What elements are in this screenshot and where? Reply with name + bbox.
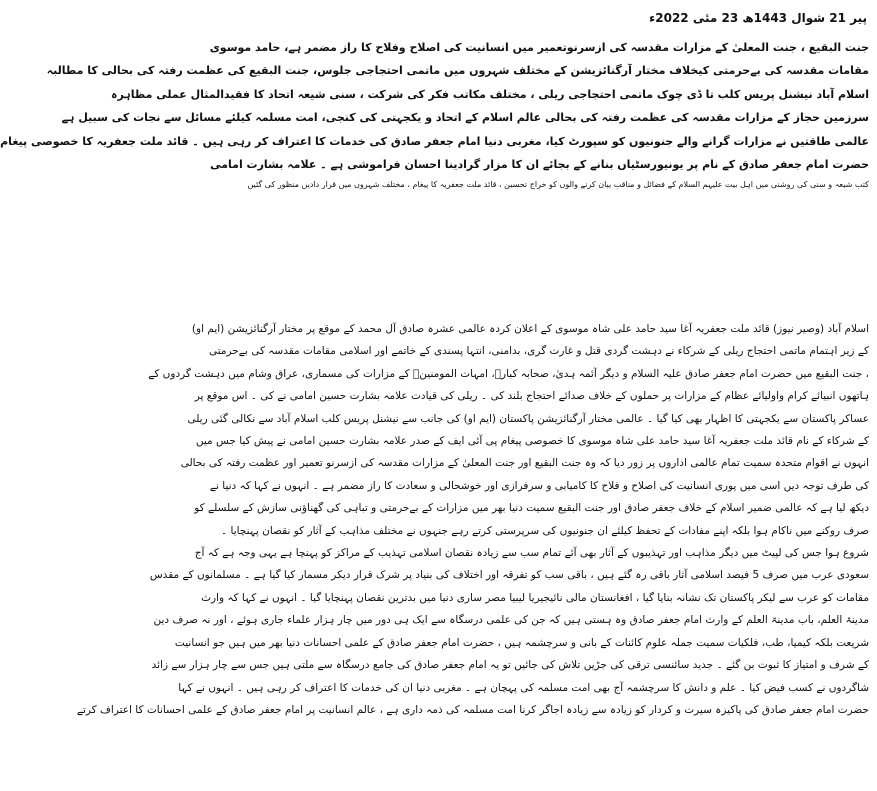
article-line: کے زیر اہتمام ماتمی احتجاج ریلی کے شرکاء نے دہشت گردی قتل و غارت گری، بدامنی، انتہا پسندی کے خاتمے اور اسلامی مقامات مقدسہ کی بےحرمتی [208, 345, 869, 358]
article-line: کے شرکاء کے نام قائد ملت جعفریہ آغا سید حامد علی شاہ موسوی کا خصوصی پیغام پی آئی ایف کے صدر علامہ بشارت حسین امامی نے پیش کیا جس میں [195, 435, 869, 448]
article-body [76, 318, 869, 721]
subheadline-line: حضرت امام جعفر صادق کے نام پر یونیورسٹیاں بنانے کے بجائے ان کا مزار گرادینا احسان فراموشی ہے ۔ علامہ بشارت امامی [210, 158, 869, 172]
headline-block [0, 36, 869, 192]
article-line: ، جنت البقیع میں حضرت امام جعفر صادق علیہ السلام و دیگر آئمہ ہدیٰ، صحابہ کبارؓ، امہات المومنینؓ کے مزارات کی مسماری، عراق وشام میں دہشت گردوں کے [148, 367, 869, 380]
headline-footnote: کتب شیعہ و سنی کی روشنی میں اہل بیت علیہم السلام کے فضائل و مناقب بیان کرنے والوں کو خراج تحسین ، قائد ملت جعفریہ کا پیغام ، مختلف شہروں میں قرار دادیں منظور کی گئیں [247, 180, 869, 190]
headline-line: جنت البقیع ، جنت المعلیٰ کے مزارات مقدسہ کی ازسرنوتعمیر میں انسانیت کی اصلاح وفلاح کا راز مضمر ہے، حامد موسوی [209, 41, 869, 54]
subheadline-line: عالمی طاقتیں نے مزارات گرانے والے جنونیوں کو سپورٹ کیا، مغربی دنیا امام جعفر صادق کی خدمات کا اعتراف کر رہی ہیں ۔ قائد ملت جعفریہ کا خصوصی پیغام [0, 134, 869, 148]
article-line: شریعت بلکہ کیمیا، طب، فلکیات سمیت جملہ علوم کائنات کے بانی و سرچشمہ ہیں ، حضرت امام جعفر صادق کے علمی احسانات دنیا بھر میں ہیں جو انسانیت [174, 636, 869, 649]
subheadline-line: سرزمین حجاز کے مزارات مقدسہ کی عظمت رفتہ کی بحالی عالم اسلام کے اتحاد و یکجہتی کی کنجی، امت مسلمہ کیلئے مسائل سے نجات کی سبیل ہے [61, 111, 869, 125]
article-line: کی طرف توجہ دیں اسی میں پوری انسانیت کی اصلاح و فلاح کا کامیابی و سرفرازی اور خوشحالی و سعادت کا راز مضمر ہے ۔ انہوں نے کہا کہ دنیا نے [209, 479, 869, 492]
article-line: مقامات کو عرب سے لیکر پاکستان تک نشانہ بنایا گیا ، افغانستان مالی نائیجیریا لیبیا مصر ساری دنیا میں بدترین نقصان پہنچایا گیا ۔ انہوں نے کہا کہ وارث [201, 591, 869, 604]
article-line: شروع ہوا جس کی لپیٹ میں دیگر مذاہب اور تہذیبوں کے آثار بھی آئے تمام سب سے زیادہ نقصان اسلامی تہذیب کے مراکز کو پہنچا ہے یہی وجہ ہے کہ آج [194, 547, 869, 560]
article-line: انہوں نے اقوام متحدہ سمیت تمام عالمی اداروں پر زور دیا کہ وہ جنت البقیع اور جنت المعلیٰ کے مزارات مقدسہ کی ازسرنو تعمیر اور عظمت رفتہ کی بحالی [180, 457, 869, 470]
article-line: مدینۃ العلم، باب مدینۃ العلم کے وارث امام جعفر صادق وہ ہستی ہیں کہ جن کی علمی درسگاہ سے ایک ہی دور میں چار ہزار علماء جاری ہوئے ، اور نہ صرف دین [153, 614, 869, 627]
article-line: کے شرف و امتیاز کا ثبوت بن گئے ۔ جدید سائنسی ترقی کی جڑیں تلاش کی جائیں تو یہ امام جعفر صادق کی جامع درسگاہ سے ملتی ہیں جس سے چار ہزار سے زائد [151, 659, 869, 672]
subheadline-line: اسلام آباد نیشنل پریس کلب تا ڈی چوک ماتمی احتجاجی ریلی ، مختلف مکاتب فکر کی شرکت ، سنی شیعہ اتحاد کا فقیدالمثال عملی مظاہرہ [111, 87, 869, 101]
article-line: شاگردوں نے کسب فیض کیا ۔ علم و دانش کا سرچشمہ آج بھی امت مسلمہ کی پہچان ہے ۔ مغربی دنیا ان کی خدمات کا اعتراف کر رہی ہیں ۔ انہوں نے کہا [178, 681, 869, 694]
article-line: حضرت امام جعفر صادق کی پاکیزہ سیرت و کردار کو زیادہ سے زیادہ اجاگر کرنا امت مسلمہ کی ذمہ داری ہے ، عالم انسانیت پر امام جعفر صادق کے علمی احسانات کا اعتراف کرتے [76, 703, 869, 716]
article-line: دیکھ لیا ہے کہ عالمی ضمیر اسلام کے خلاف جعفر صادق اور جنت البقیع سمیت دنیا بھر میں مزارات کے بےحرمتی و تباہی کی گھناؤنی سازش کے سلسلے کو [194, 502, 869, 515]
dateline: پیر 21 شوال 1443ھ 23 مئی 2022ء [649, 11, 867, 25]
article-line: صرف روکنے میں ناکام ہوا بلکہ اپنے مفادات کے تحفظ کیلئے ان جنونیوں کی سرپرستی کرتے رہے جنہوں نے مختلف مذاہب کے آثار کو نقصان پہنچایا ۔ [221, 524, 869, 537]
article-line: ہاتھوں انبیائے کرام واولیائے عظام کے مزارات پر حملوں کے خلاف صدائے احتجاج بلند کی ۔ ریلی کی قیادت علامہ بشارت حسین امامی نے کی ۔ اس موقع پر [194, 390, 869, 403]
article-line: اسلام آباد (وصیر نیوز) قائد ملت جعفریہ آغا سید حامد علی شاہ موسوی کے اعلان کردہ عالمی عشرہ صادق آل محمد کے موقع پر مختار آرگنائزیشن (ایم او) [191, 323, 869, 335]
article-line: سعودی عرب میں صرف 5 فیصد اسلامی آثار باقی رہ گئے ہیں ، باقی سب کو تفرقہ اور اختلاف کی بنیاد پر شرک قرار دیکر مسمار کیا گیا ہے ۔ مسلمانوں کے مقدس [149, 569, 869, 582]
subheadline-line: مقامات مقدسہ کی بےحرمتی کیخلاف مختار آرگنائزیشن کے مختلف شہروں میں ماتمی احتجاجی جلوس، جنت البقیع کی عظمت رفتہ کی بحالی کا مطالبہ [46, 64, 869, 78]
article-line: عساکر پاکستان سے یکجہتی کا اظہار بھی کیا گیا ۔ عالمی مختار آرگنائزیشن پاکستان (ایم او) کی جانب سے نیشنل پریس کلب اسلام آباد سے نکالی گئی ریلی [187, 412, 869, 425]
